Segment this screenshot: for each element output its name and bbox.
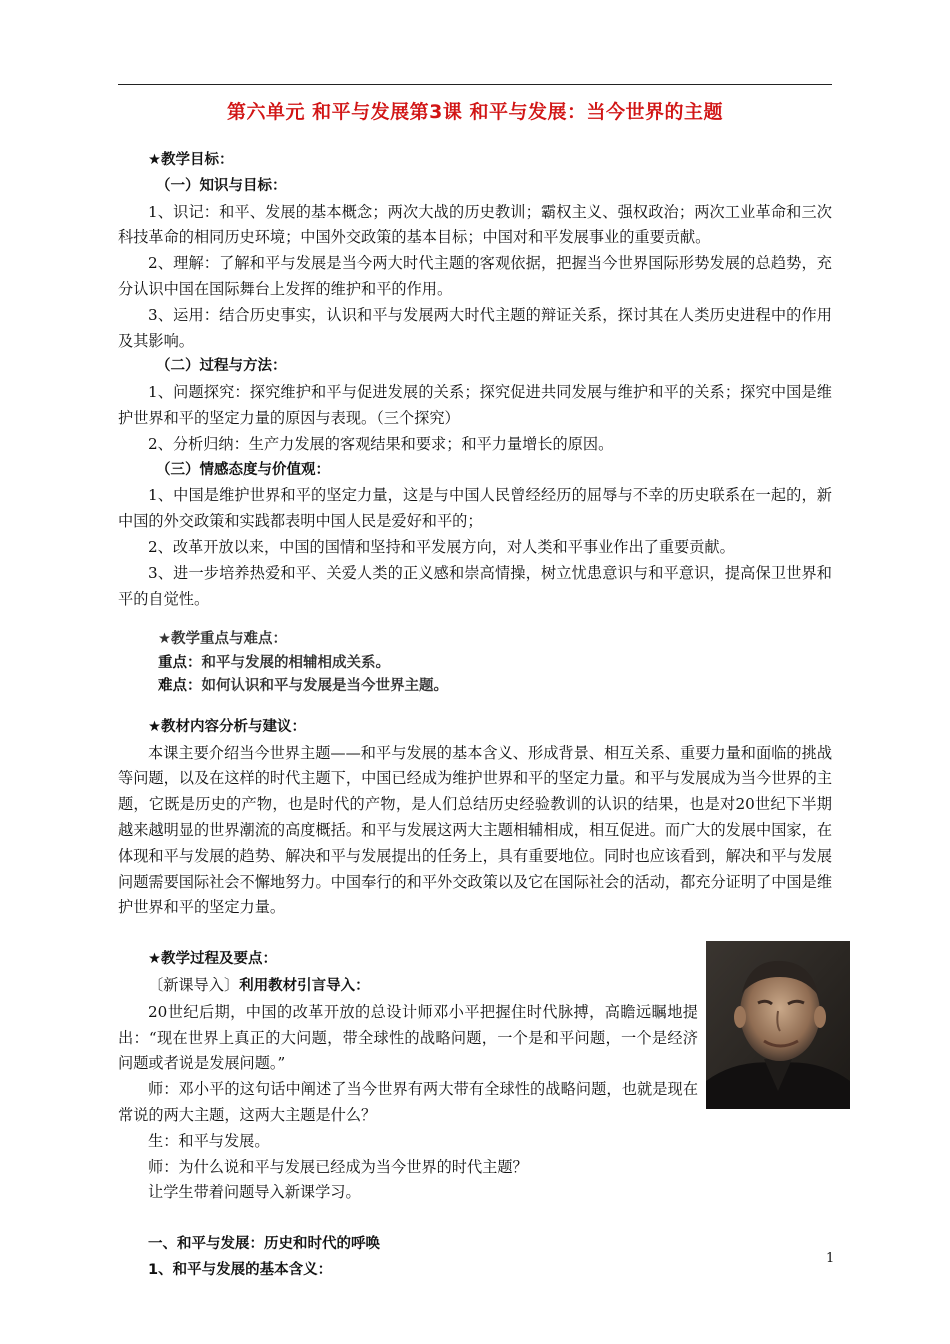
focus-line bbox=[158, 652, 832, 676]
process-section-heading: ★教学过程及要点： bbox=[148, 951, 277, 968]
difficulty-text: 如何认识和平与发展是当今世界主题。 bbox=[201, 678, 448, 695]
analysis-text: 本课主要介绍当今世界主题——和平与发展的基本含义、形成背景、相互关系、重要力量和面临的挑战等问题，以及在这样的时代主题下，中国已经成为维护世界和平的坚定力量。和平与发展成为当今世界的主题，它既是历史的产物，也是时代的产物，是人们总结历史经验教训的认识的结果，也是对20世纪下半期越来越明显的世界潮流的高度概括。和平与发展这两大主题相辅相成，相互促进。而广大的发展中国家，在体现和平与发展的趋势、解决和平与发展提出的任务上，具有重要地位。同时也应该看到，解决和平与发展问题需要国际社会不懈地努力。中国奉行的和平外交政策以及它在国际社会的活动，都充分证明了中国是维护世界和平的坚定力量。 bbox=[118, 743, 832, 917]
page-title: 第六单元 和平与发展第3课 和平与发展：当今世界的主题 bbox=[227, 101, 723, 123]
analysis-heading: ★教材内容分析与建议： bbox=[148, 718, 306, 735]
intro-paragraph: 20世纪后期，中国的改革开放的总设计师邓小平把握住时代脉搏，高瞻远瞩地提出：“现在世界上真正的大问题，带全球性的战略问题，一个是和平问题，一个是经济问题或者说是发展问题。” bbox=[118, 1002, 698, 1073]
knowledge-heading: （一）知识与目标： bbox=[156, 177, 287, 194]
document-body bbox=[118, 148, 835, 1284]
difficulty-line bbox=[158, 675, 832, 699]
portrait-image bbox=[706, 941, 850, 1109]
intro-line bbox=[118, 973, 698, 1000]
emotion-item: 2、改革开放以来，中国的国情和坚持和平发展方向，对人类和平事业作出了重要贡献。 bbox=[148, 537, 735, 556]
emotion-item: 3、进一步培养热爱和平、关爱人类的正义感和崇高情操，树立忧患意识与和平意识，提高保卫世界和平的自觉性。 bbox=[118, 563, 832, 608]
process-item: 2、分析归纳：生产力发展的客观结果和要求；和平力量增长的原因。 bbox=[148, 434, 614, 453]
knowledge-item: 2、理解：了解和平与发展是当今两大时代主题的客观依据，把握当今世界国际形势发展的总趋势，充分认识中国在国际舞台上发挥的维护和平的作用。 bbox=[118, 254, 832, 298]
knowledge-item: 1、识记：和平、发展的基本概念；两次大战的历史教训；霸权主义、强权政治；两次工业革命和三次科技革命的相同历史环境；中国外交政策的基本目标；中国对和平发展事业的重要贡献。 bbox=[118, 202, 832, 247]
knowledge-item: 3、运用：结合历史事实，认识和平与发展两大时代主题的辩证关系，探讨其在人类历史进程中的作用及其影响。 bbox=[118, 305, 832, 350]
keypoints-heading: ★教学重点与难点： bbox=[158, 631, 287, 648]
intro-paragraph: 师：邓小平的这句话中阐述了当今世界有两大带有全球性的战略问题，也就是现在常说的两大主题，这两大主题是什么？ bbox=[118, 1080, 698, 1124]
header-rule bbox=[118, 84, 832, 85]
section1-sub: 1、和平与发展的基本含义： bbox=[148, 1261, 333, 1278]
process-item: 1、问题探究：探究维护和平与促进发展的关系；探究促进共同发展与维护和平的关系；探究中国是维护世界和平的坚定力量的原因与表现。（三个探究） bbox=[118, 383, 832, 427]
portrait-photo bbox=[706, 941, 850, 1109]
intro-paragraph: 师：为什么说和平与发展已经成为当今世界的时代主题？ bbox=[148, 1157, 528, 1176]
section1-heading: 一、和平与发展：历史和时代的呼唤 bbox=[148, 1236, 380, 1253]
intro-prefix: 〔新课导入〕 bbox=[148, 976, 240, 995]
intro-paragraph: 生：和平与发展。 bbox=[148, 1131, 270, 1150]
focus-label: 重点： bbox=[158, 654, 202, 671]
keypoints-block bbox=[118, 628, 832, 699]
emotion-heading: （三）情感态度与价值观： bbox=[156, 461, 330, 478]
process-heading: （二）过程与方法： bbox=[156, 358, 287, 375]
focus-text: 和平与发展的相辅相成关系。 bbox=[201, 654, 390, 671]
intro-bold: 利用教材引言导入： bbox=[239, 978, 370, 995]
intro-paragraph: 让学生带着问题导入新课学习。 bbox=[148, 1183, 361, 1202]
intro-block bbox=[118, 973, 698, 1206]
objectives-heading: ★教学目标： bbox=[148, 152, 234, 168]
emotion-item: 1、中国是维护世界和平的坚定力量，这是与中国人民曾经经历的屈辱与不幸的历史联系在一起的，新中国的外交政策和实践都表明中国人民是爱好和平的； bbox=[118, 486, 832, 531]
page-number: 1 bbox=[826, 1251, 835, 1266]
difficulty-label: 难点： bbox=[158, 678, 202, 695]
